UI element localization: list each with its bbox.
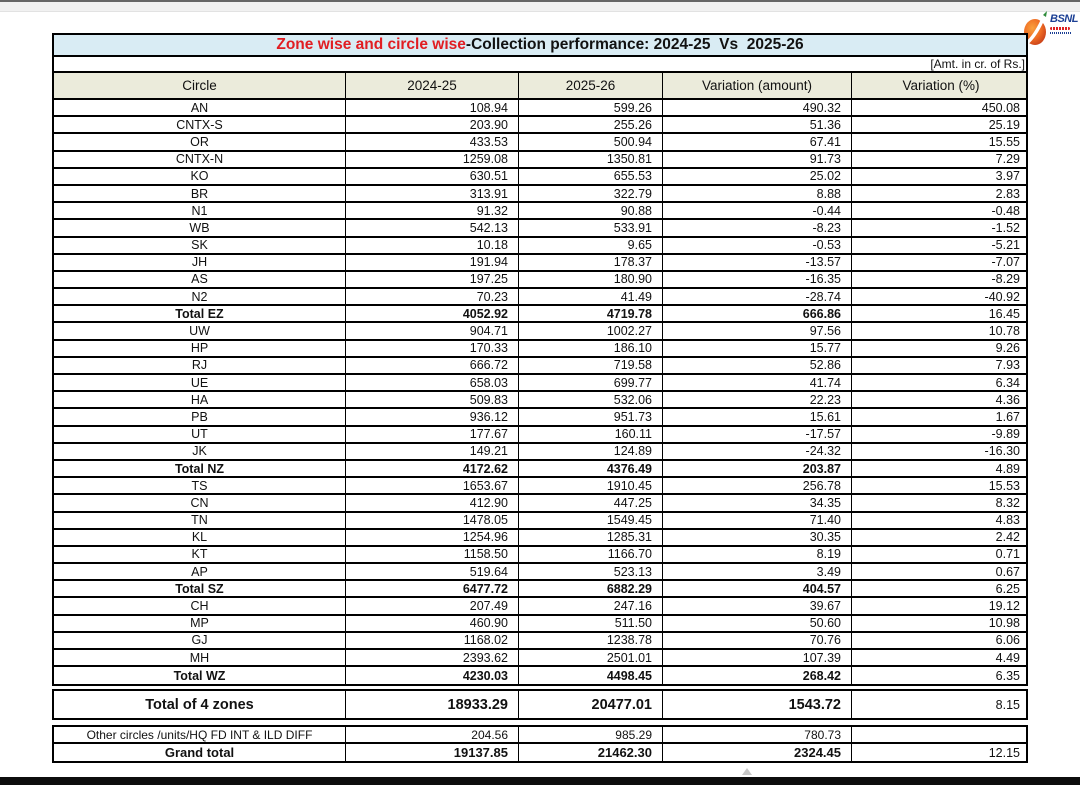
fy-2024-25-cell: 108.94 <box>346 100 519 115</box>
fy-2025-26-cell: 523.13 <box>519 564 663 579</box>
variation-amount-cell: 39.67 <box>663 598 852 613</box>
circle-cell: TS <box>54 478 346 493</box>
fy-2024-25-cell: 10.18 <box>346 238 519 253</box>
fy-2024-25-cell: 191.94 <box>346 255 519 270</box>
fy-2024-25-cell: 412.90 <box>346 495 519 510</box>
variation-amount-cell: 22.23 <box>663 392 852 407</box>
fy-2025-26-cell: 655.53 <box>519 169 663 184</box>
variation-amount-cell: 34.35 <box>663 495 852 510</box>
variation-pct-cell: 7.93 <box>995 358 1020 373</box>
variation-amount-cell: 70.76 <box>663 633 852 648</box>
circle-cell: JK <box>54 444 346 459</box>
fy-2025-26-cell: 532.06 <box>519 392 663 407</box>
header-2024-25: 2024-25 <box>346 73 519 98</box>
table-row <box>54 341 1026 358</box>
fy-2025-26-cell: 533.91 <box>519 220 663 235</box>
circle-cell: AP <box>54 564 346 579</box>
fy-2025-26-cell: 180.90 <box>519 272 663 287</box>
variation-amount-cell: 2324.45 <box>663 744 852 761</box>
table-row <box>54 727 1026 744</box>
variation-amount-cell: 107.39 <box>663 650 852 665</box>
table-row <box>54 392 1026 409</box>
table-row <box>54 744 1026 761</box>
variation-amount-cell: 30.35 <box>663 530 852 545</box>
variation-pct-cell: -16.30 <box>984 444 1020 459</box>
cursor-artifact <box>742 768 752 775</box>
circle-cell: BR <box>54 186 346 201</box>
fy-2025-26-cell: 322.79 <box>519 186 663 201</box>
variation-amount-cell: 8.19 <box>663 547 852 562</box>
fy-2024-25-cell: 177.67 <box>346 427 519 442</box>
table-row <box>54 478 1026 495</box>
fy-2025-26-cell: 4376.49 <box>519 461 663 476</box>
fy-2024-25-cell: 204.56 <box>346 727 519 742</box>
table-row <box>54 306 1026 323</box>
variation-pct-cell: 1.67 <box>995 409 1020 424</box>
fy-2024-25-cell: 4052.92 <box>346 306 519 321</box>
fy-2024-25-cell: 149.21 <box>346 444 519 459</box>
circle-cell: CN <box>54 495 346 510</box>
fy-2024-25-cell: 6477.72 <box>346 581 519 596</box>
variation-amount-cell: 50.60 <box>663 616 852 631</box>
table-row <box>54 461 1026 478</box>
total-4-zones-box <box>52 689 1028 720</box>
variation-pct-cell: 4.83 <box>995 513 1020 528</box>
variation-pct-cell: 15.55 <box>988 134 1020 149</box>
amount-unit-note <box>54 57 1026 73</box>
circle-cell: AN <box>54 100 346 115</box>
bsnl-logo-text <box>1050 14 1078 34</box>
circle-cell: N2 <box>54 289 346 304</box>
header-variation-pct: Variation (%) <box>902 78 980 93</box>
variation-pct-cell: 3.97 <box>995 169 1020 184</box>
table-row <box>54 152 1026 169</box>
circle-cell: KL <box>54 530 346 545</box>
table-row <box>54 530 1026 547</box>
table-row <box>54 633 1026 650</box>
variation-pct-cell: 2.42 <box>995 530 1020 545</box>
fy-2024-25-cell: 509.83 <box>346 392 519 407</box>
variation-pct-cell: 25.19 <box>988 117 1020 132</box>
fy-2024-25-cell: 1168.02 <box>346 633 519 648</box>
table-row <box>54 427 1026 444</box>
variation-pct-cell: -7.07 <box>991 255 1020 270</box>
circle-cell: Total WZ <box>54 667 346 684</box>
table-row <box>54 169 1026 186</box>
fy-2024-25-cell: 1478.05 <box>346 513 519 528</box>
variation-pct-cell: 10.78 <box>988 324 1020 339</box>
variation-pct-cell: 16.45 <box>988 306 1020 321</box>
variation-pct-cell: 6.35 <box>995 668 1020 683</box>
variation-pct-cell: 4.89 <box>995 461 1020 476</box>
variation-amount-cell: 268.42 <box>663 667 852 684</box>
fy-2025-26-cell: 951.73 <box>519 409 663 424</box>
circle-cell: N1 <box>54 203 346 218</box>
circle-cell: WB <box>54 220 346 235</box>
fy-2025-26-cell: 1549.45 <box>519 513 663 528</box>
variation-amount-cell: 490.32 <box>663 100 852 115</box>
bsnl-logo-subline <box>1050 32 1072 34</box>
variation-pct-cell: -5.21 <box>991 238 1020 253</box>
circle-cell: Total SZ <box>54 581 346 596</box>
table-header-row <box>54 73 1026 100</box>
circle-cell: UE <box>54 375 346 390</box>
variation-amount-cell: 52.86 <box>663 358 852 373</box>
table-row <box>54 650 1026 667</box>
fy-2024-25-cell: 4172.62 <box>346 461 519 476</box>
variation-amount-cell: -8.23 <box>663 220 852 235</box>
variation-pct-cell: 6.34 <box>995 375 1020 390</box>
fy-2024-25-cell: 170.33 <box>346 341 519 356</box>
fy-2024-25-cell: 433.53 <box>346 134 519 149</box>
variation-amount-cell: 71.40 <box>663 513 852 528</box>
variation-amount-cell: -16.35 <box>663 272 852 287</box>
fy-2025-26-cell: 1002.27 <box>519 323 663 338</box>
variation-amount-cell: 97.56 <box>663 323 852 338</box>
fy-2025-26-cell: 6882.29 <box>519 581 663 596</box>
variation-amount-cell: 404.57 <box>663 581 852 596</box>
fy-2025-26-cell: 1350.81 <box>519 152 663 167</box>
fy-2025-26-cell: 719.58 <box>519 358 663 373</box>
variation-pct-cell: 12.15 <box>988 745 1020 760</box>
table-row <box>54 375 1026 392</box>
window-bottom-bar <box>0 777 1080 785</box>
circle-cell: Other circles /units/HQ FD INT & ILD DIFF <box>54 727 346 742</box>
fy-2024-25-cell: 1158.50 <box>346 547 519 562</box>
fy-2025-26-cell: 20477.01 <box>519 691 663 718</box>
table-row <box>54 238 1026 255</box>
variation-amount-cell: -17.57 <box>663 427 852 442</box>
fy-2025-26-cell: 9.65 <box>519 238 663 253</box>
circle-cell: OR <box>54 134 346 149</box>
circle-cell: Total EZ <box>54 306 346 321</box>
table-row <box>54 495 1026 512</box>
table-row <box>54 117 1026 134</box>
variation-pct-cell: 0.71 <box>995 547 1020 562</box>
variation-amount-cell: 1543.72 <box>663 691 852 718</box>
variation-pct-cell: 4.36 <box>995 392 1020 407</box>
title-highlight: Zone wise and circle wise <box>276 36 466 53</box>
variation-pct-cell: -8.29 <box>991 272 1020 287</box>
fy-2025-26-cell: 2501.01 <box>519 650 663 665</box>
fy-2024-25-cell: 460.90 <box>346 616 519 631</box>
table-title <box>54 35 1026 57</box>
variation-pct-cell: 2.83 <box>995 186 1020 201</box>
table-row <box>54 667 1026 684</box>
variation-pct-cell: 6.06 <box>995 633 1020 648</box>
circle-cell: Grand total <box>54 744 346 761</box>
fy-2024-25-cell: 630.51 <box>346 169 519 184</box>
variation-pct-cell <box>852 727 1030 742</box>
fy-2024-25-cell: 91.32 <box>346 203 519 218</box>
fy-2024-25-cell: 1254.96 <box>346 530 519 545</box>
fy-2025-26-cell: 599.26 <box>519 100 663 115</box>
circle-cell: MH <box>54 650 346 665</box>
variation-amount-cell: 15.77 <box>663 341 852 356</box>
variation-amount-cell: 256.78 <box>663 478 852 493</box>
circle-cell: GJ <box>54 633 346 648</box>
variation-pct-cell: 19.12 <box>988 599 1020 614</box>
variation-amount-cell: 780.73 <box>663 727 852 742</box>
fy-2025-26-cell: 186.10 <box>519 341 663 356</box>
table-row <box>54 581 1026 598</box>
variation-pct-cell: 10.98 <box>988 616 1020 631</box>
fy-2024-25-cell: 658.03 <box>346 375 519 390</box>
variation-pct-cell: 9.26 <box>995 341 1020 356</box>
circle-cell: CNTX-S <box>54 117 346 132</box>
fy-2025-26-cell: 4719.78 <box>519 306 663 321</box>
table-row <box>54 691 1026 718</box>
variation-pct-cell: 4.49 <box>995 650 1020 665</box>
fy-2025-26-cell: 21462.30 <box>519 744 663 761</box>
table-row <box>54 220 1026 237</box>
variation-amount-cell: 41.74 <box>663 375 852 390</box>
variation-amount-cell: -13.57 <box>663 255 852 270</box>
variation-amount-cell: 3.49 <box>663 564 852 579</box>
variation-pct-cell: 450.08 <box>981 100 1020 115</box>
fy-2024-25-cell: 197.25 <box>346 272 519 287</box>
table-row <box>54 547 1026 564</box>
fy-2025-26-cell: 500.94 <box>519 134 663 149</box>
variation-pct-cell: -40.92 <box>984 289 1020 304</box>
variation-amount-cell: 666.86 <box>663 306 852 321</box>
table-row <box>54 513 1026 530</box>
variation-amount-cell: 15.61 <box>663 409 852 424</box>
window-top-strip <box>0 0 1080 12</box>
fy-2025-26-cell: 1285.31 <box>519 530 663 545</box>
table-row <box>54 616 1026 633</box>
circle-cell: TN <box>54 513 346 528</box>
variation-amount-cell: 203.87 <box>663 461 852 476</box>
variation-pct-cell: 7.29 <box>995 152 1020 167</box>
fy-2025-26-cell: 1238.78 <box>519 633 663 648</box>
table-row <box>54 272 1026 289</box>
circle-cell: UW <box>54 323 346 338</box>
bsnl-logo-wordmark: BSNL <box>1050 13 1078 25</box>
circle-cell: Total NZ <box>54 461 346 476</box>
fy-2025-26-cell: 511.50 <box>519 616 663 631</box>
variation-pct-cell: -0.48 <box>991 203 1020 218</box>
collection-performance-sheet <box>52 33 1028 763</box>
fy-2024-25-cell: 542.13 <box>346 220 519 235</box>
header-2025-26: 2025-26 <box>519 73 663 98</box>
fy-2025-26-cell: 985.29 <box>519 727 663 742</box>
fy-2024-25-cell: 1259.08 <box>346 152 519 167</box>
table-row <box>54 358 1026 375</box>
variation-pct-cell: 6.25 <box>995 581 1020 596</box>
fy-2024-25-cell: 19137.85 <box>346 744 519 761</box>
fy-2025-26-cell: 90.88 <box>519 203 663 218</box>
fy-2024-25-cell: 203.90 <box>346 117 519 132</box>
circle-cell: KO <box>54 169 346 184</box>
fy-2024-25-cell: 904.71 <box>346 323 519 338</box>
variation-amount-cell: -0.53 <box>663 238 852 253</box>
fy-2024-25-cell: 4230.03 <box>346 667 519 684</box>
variation-amount-cell: 25.02 <box>663 169 852 184</box>
table-row <box>54 598 1026 615</box>
fy-2025-26-cell: 1166.70 <box>519 547 663 562</box>
fy-2024-25-cell: 313.91 <box>346 186 519 201</box>
fy-2025-26-cell: 699.77 <box>519 375 663 390</box>
bsnl-logo <box>1023 8 1078 52</box>
fy-2025-26-cell: 41.49 <box>519 289 663 304</box>
table-row <box>54 409 1026 426</box>
fy-2024-25-cell: 70.23 <box>346 289 519 304</box>
variation-pct-cell: -1.52 <box>991 220 1020 235</box>
fy-2024-25-cell: 1653.67 <box>346 478 519 493</box>
circle-cell: CNTX-N <box>54 152 346 167</box>
table-row <box>54 100 1026 117</box>
table-row <box>54 564 1026 581</box>
variation-amount-cell: -28.74 <box>663 289 852 304</box>
table-body <box>54 100 1026 684</box>
amount-unit-note-text: [Amt. in cr. of Rs.] <box>930 57 1025 71</box>
circle-cell: CH <box>54 598 346 613</box>
table-row <box>54 444 1026 461</box>
circle-cell: Total of 4 zones <box>54 691 346 718</box>
circle-cell: JH <box>54 255 346 270</box>
circle-cell: HP <box>54 341 346 356</box>
circle-cell: AS <box>54 272 346 287</box>
table-row <box>54 186 1026 203</box>
fy-2024-25-cell: 519.64 <box>346 564 519 579</box>
fy-2025-26-cell: 255.26 <box>519 117 663 132</box>
table-row <box>54 255 1026 272</box>
variation-amount-cell: 91.73 <box>663 152 852 167</box>
fy-2025-26-cell: 4498.45 <box>519 667 663 684</box>
variation-amount-cell: -24.32 <box>663 444 852 459</box>
circle-cell: UT <box>54 427 346 442</box>
variation-amount-cell: 8.88 <box>663 186 852 201</box>
circle-cell: HA <box>54 392 346 407</box>
bsnl-logo-script-line <box>1050 27 1070 30</box>
variation-amount-cell: 67.41 <box>663 134 852 149</box>
variation-amount-cell: -0.44 <box>663 203 852 218</box>
variation-pct-cell: 8.15 <box>995 697 1020 712</box>
header-circle: Circle <box>54 73 346 98</box>
table-row <box>54 323 1026 340</box>
fy-2025-26-cell: 160.11 <box>519 427 663 442</box>
table-row <box>54 134 1026 151</box>
fy-2025-26-cell: 124.89 <box>519 444 663 459</box>
circle-cell: RJ <box>54 358 346 373</box>
fy-2025-26-cell: 1910.45 <box>519 478 663 493</box>
fy-2025-26-cell: 247.16 <box>519 598 663 613</box>
circle-cell: SK <box>54 238 346 253</box>
other-and-grand-total-box <box>52 725 1028 763</box>
fy-2024-25-cell: 18933.29 <box>346 691 519 718</box>
variation-amount-cell: 51.36 <box>663 117 852 132</box>
fy-2025-26-cell: 178.37 <box>519 255 663 270</box>
variation-pct-cell: 8.32 <box>995 495 1020 510</box>
circle-cell: KT <box>54 547 346 562</box>
variation-pct-cell: -9.89 <box>991 427 1020 442</box>
title-rest: -Collection performance: 2024-25 Vs 2025-26 <box>465 36 804 53</box>
table-row <box>54 289 1026 306</box>
variation-pct-cell: 0.67 <box>995 564 1020 579</box>
fy-2024-25-cell: 936.12 <box>346 409 519 424</box>
table-row <box>54 203 1026 220</box>
fy-2024-25-cell: 207.49 <box>346 598 519 613</box>
variation-pct-cell: 15.53 <box>988 478 1020 493</box>
collection-table <box>52 33 1028 686</box>
fy-2025-26-cell: 447.25 <box>519 495 663 510</box>
circle-cell: MP <box>54 616 346 631</box>
circle-cell: PB <box>54 409 346 424</box>
header-variation-amount: Variation (amount) <box>663 73 852 98</box>
fy-2024-25-cell: 666.72 <box>346 358 519 373</box>
fy-2024-25-cell: 2393.62 <box>346 650 519 665</box>
